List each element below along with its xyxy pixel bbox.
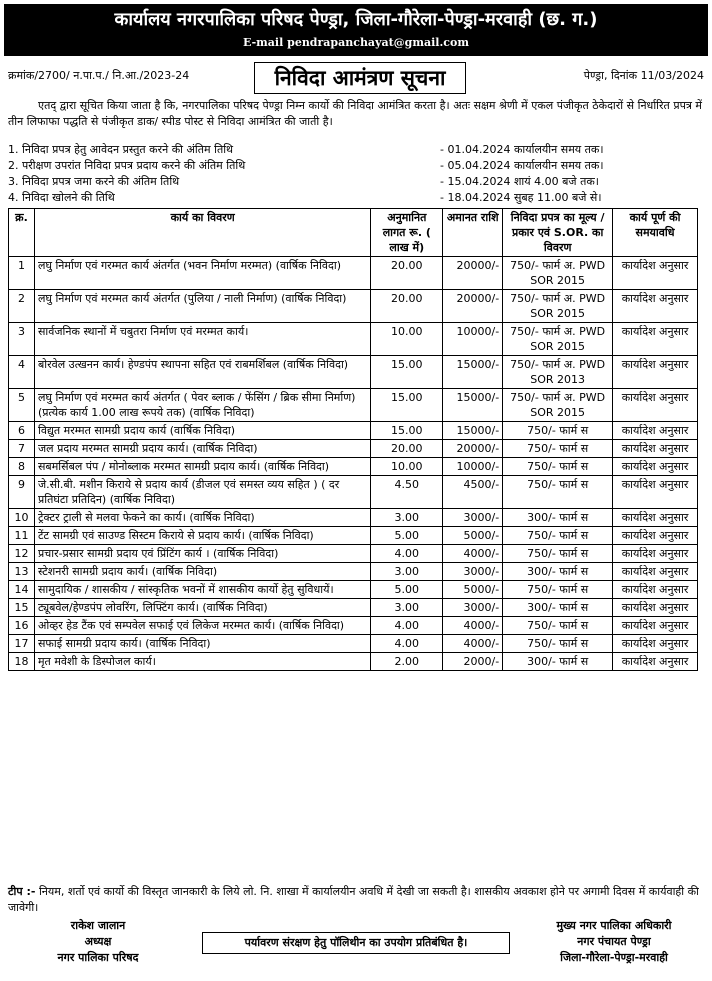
cell-no: 8 [9, 458, 35, 476]
cell-description: जे.सी.बी. मशीन किराये से प्रदाय कार्य (डीजल एवं समस्त व्यय सहित ) ( दर प्रतिघंटा प्रतिदिन) (वार्षिक निविदा) [34, 476, 370, 509]
schedule-value: - 18.04.2024 सुबह 11.00 बजे से। [440, 191, 602, 204]
cell-form: 750/- फार्म अ. PWD SOR 2015 [503, 257, 613, 290]
cell-emd: 3000/- [443, 509, 503, 527]
notice-title: निविदा आमंत्रण सूचना [254, 62, 466, 94]
environment-note: पर्यावरण संरक्षण हेतु पॉलिथीन का उपयोग प्रतिबंधित है। [202, 932, 510, 954]
schedule-list [8, 142, 702, 206]
cell-emd: 4000/- [443, 617, 503, 635]
cell-description: सार्वजनिक स्थानों में चबुतरा निर्माण एवं मरम्मत कार्य। [34, 323, 370, 356]
cell-period: कार्यादेश अनुसार [613, 545, 698, 563]
cell-emd: 15000/- [443, 389, 503, 422]
schedule-label: 3. निविदा प्रपत्र जमा करने की अंतिम तिथि [8, 175, 180, 188]
cell-cost: 15.00 [371, 356, 443, 389]
reference-number: क्रमांक/2700/ न.पा.प./ नि.आ./2023-24 [8, 69, 190, 82]
cell-period: कार्यादेश अनुसार [613, 422, 698, 440]
notice-date: पेण्ड्रा, दिनांक 11/03/2024 [583, 69, 704, 82]
cell-period: कार्यादेश अनुसार [613, 599, 698, 617]
table-row [9, 563, 698, 581]
cell-form: 300/- फार्म स [503, 563, 613, 581]
cell-no: 3 [9, 323, 35, 356]
cell-period: कार्यादेश अनुसार [613, 389, 698, 422]
cell-description: प्रचार-प्रसार सामग्री प्रदाय एवं प्रिंटिंग कार्य । (वार्षिक निविदा) [34, 545, 370, 563]
cell-no: 11 [9, 527, 35, 545]
cell-description: लघु निर्माण एवं गरम्मत कार्य अंतर्गत (भवन निर्माण मरम्मत) (वार्षिक निविदा) [34, 257, 370, 290]
cell-no: 16 [9, 617, 35, 635]
cell-description: स्टेशनरी सामग्री प्रदाय कार्य। (वार्षिक निविदा) [34, 563, 370, 581]
intro-paragraph: एतद् द्वारा सूचित किया जाता है कि, नगरपालिका परिषद पेण्ड्रा निम्न कार्यो की निविदा आमंत्रित करता है। अतः सक्षम श्रेणी में एकल पंजीकृत ठेकेदारों से निर्धारित प्रपत्र में तीन लिफाफा पद्धति से पंजीकृत डाक/ स्पीड पोस्ट से निविदा आमंत्रित की जाती है। [8, 99, 702, 128]
cell-form: 750/- फार्म स [503, 527, 613, 545]
cell-emd: 5000/- [443, 581, 503, 599]
cell-form: 300/- फार्म स [503, 599, 613, 617]
cell-description: टेंट सामग्री एवं साउण्ड सिस्टम किराये से प्रदाय कार्य। (वार्षिक निविदा) [34, 527, 370, 545]
col-header-period: कार्य पूर्ण की समयावधि [613, 209, 698, 257]
schedule-item [8, 142, 702, 158]
office-title: कार्यालय नगरपालिका परिषद पेण्ड्रा, जिला-गौरेला-पेण्ड्रा-मरवाही (छ. ग.) [114, 9, 598, 30]
cell-period: कार्यादेश अनुसार [613, 476, 698, 509]
cell-emd: 2000/- [443, 653, 503, 671]
cell-cost: 20.00 [371, 257, 443, 290]
cell-description: ट्रेक्टर ट्राली से मलवा फेकने का कार्य। (वार्षिक निविदा) [34, 509, 370, 527]
cell-cost: 5.00 [371, 527, 443, 545]
cell-emd: 20000/- [443, 440, 503, 458]
cell-no: 9 [9, 476, 35, 509]
note [8, 884, 702, 916]
schedule-item [8, 190, 702, 206]
cell-cost: 4.50 [371, 476, 443, 509]
cell-no: 4 [9, 356, 35, 389]
cell-form: 750/- फार्म स [503, 617, 613, 635]
cell-form: 750/- फार्म अ. PWD SOR 2015 [503, 389, 613, 422]
cell-cost: 3.00 [371, 563, 443, 581]
cell-period: कार्यादेश अनुसार [613, 653, 698, 671]
cell-no: 5 [9, 389, 35, 422]
signature-cmo [524, 918, 704, 966]
table-row [9, 653, 698, 671]
cell-emd: 15000/- [443, 422, 503, 440]
cell-period: कार्यादेश अनुसार [613, 440, 698, 458]
cell-emd: 20000/- [443, 257, 503, 290]
note-label: टीप :- [8, 885, 36, 898]
cell-cost: 10.00 [371, 458, 443, 476]
signature-chairman [8, 918, 188, 966]
cell-no: 6 [9, 422, 35, 440]
cell-form: 300/- फार्म स [503, 509, 613, 527]
cell-cost: 20.00 [371, 440, 443, 458]
table-row [9, 422, 698, 440]
cell-description: ट्यूबवेल/हेण्डपंप लोवरिंग, लिफ्टिंग कार्य। (वार्षिक निविदा) [34, 599, 370, 617]
cell-cost: 4.00 [371, 635, 443, 653]
cell-description: बोरवेल उत्खनन कार्य। हेण्डपंप स्थापना सहित एवं राबमर्शिबल (वार्षिक निविदा) [34, 356, 370, 389]
cell-cost: 2.00 [371, 653, 443, 671]
schedule-item [8, 174, 702, 190]
cell-no: 18 [9, 653, 35, 671]
table-row [9, 581, 698, 599]
table-row [9, 635, 698, 653]
cell-cost: 3.00 [371, 599, 443, 617]
schedule-value: - 15.04.2024 शायं 4.00 बजे तक। [440, 175, 599, 188]
works-table [8, 208, 698, 671]
table-row [9, 290, 698, 323]
cell-form: 750/- फार्म स [503, 545, 613, 563]
cell-form: 750/- फार्म स [503, 476, 613, 509]
cell-description: मृत मवेशी के डिस्पोजल कार्य। [34, 653, 370, 671]
cell-period: कार्यादेश अनुसार [613, 356, 698, 389]
schedule-item [8, 158, 702, 174]
cell-form: 750/- फार्म अ. PWD SOR 2015 [503, 323, 613, 356]
col-header-no: क्र. [9, 209, 35, 257]
cell-period: कार्यादेश अनुसार [613, 323, 698, 356]
cell-no: 15 [9, 599, 35, 617]
table-row [9, 617, 698, 635]
cell-period: कार्यादेश अनुसार [613, 290, 698, 323]
table-row [9, 257, 698, 290]
cell-form: 750/- फार्म स [503, 440, 613, 458]
schedule-label: 1. निविदा प्रपत्र हेतु आवेदन प्रस्तुत करने की अंतिम तिथि [8, 143, 234, 156]
cell-description: जल प्रदाय मरम्मत सामग्री प्रदाय कार्य। (वार्षिक निविदा) [34, 440, 370, 458]
signatory-designation: अध्यक्ष [84, 935, 112, 948]
note-text: नियम, शर्तो एवं कार्यो की विस्तृत जानकारी के लिये लो. नि. शाखा में कार्यालयीन अवधि में देखी जा सकती है। शासकीय अवकाश होने पर अगामी दिवस में कार्यवाही की जावेगी। [8, 885, 699, 914]
cell-emd: 5000/- [443, 527, 503, 545]
cell-emd: 4000/- [443, 635, 503, 653]
table-header-row [9, 209, 698, 257]
signatory-designation: मुख्य नगर पालिका अधिकारी [556, 919, 672, 932]
cell-no: 2 [9, 290, 35, 323]
office-email: E-mail pendrapanchayat@gmail.com [243, 36, 469, 49]
cell-emd: 4500/- [443, 476, 503, 509]
cell-cost: 3.00 [371, 509, 443, 527]
cell-description: लघु निर्माण एवं मरम्मत कार्य अंतर्गत ( पेवर ब्लाक / फेंसिंग / ब्रिक सीमा निर्माण) (प्रत्येक कार्य 1.00 लाख रूपये तक) (वार्षिक निविदा) [34, 389, 370, 422]
cell-emd: 20000/- [443, 290, 503, 323]
cell-cost: 5.00 [371, 581, 443, 599]
cell-no: 13 [9, 563, 35, 581]
cell-cost: 10.00 [371, 323, 443, 356]
col-header-form: निविदा प्रपत्र का मूल्य / प्रकार एवं S.OR. का विवरण [503, 209, 613, 257]
schedule-value: - 05.04.2024 कार्यालयीन समय तक। [440, 159, 604, 172]
cell-description: लघु निर्माण एवं मरम्मत कार्य अंतर्गत (पुलिया / नाली निर्माण) (वार्षिक निविदा) [34, 290, 370, 323]
cell-description: सामुदायिक / शासकीय / सांस्कृतिक भवनों में शासकीय कार्यो हेतु सुविधायें। [34, 581, 370, 599]
works-table-body [9, 257, 698, 671]
cell-emd: 15000/- [443, 356, 503, 389]
cell-no: 14 [9, 581, 35, 599]
table-row [9, 527, 698, 545]
table-row [9, 389, 698, 422]
cell-cost: 4.00 [371, 617, 443, 635]
cell-no: 7 [9, 440, 35, 458]
cell-description: ओव्हर हेड टैंक एवं सम्पवेल सफाई एवं लिकेज मरम्मत कार्य। (वार्षिक निविदा) [34, 617, 370, 635]
signatory-name: राकेश जालान [70, 919, 126, 932]
table-row [9, 509, 698, 527]
cell-no: 1 [9, 257, 35, 290]
cell-period: कार्यादेश अनुसार [613, 458, 698, 476]
cell-description: सबमर्सिबल पंप / मोनोब्लाक मरम्मत सामग्री प्रदाय कार्य। (वार्षिक निविदा) [34, 458, 370, 476]
table-row [9, 476, 698, 509]
schedule-label: 2. परीक्षण उपरांत निविदा प्रपत्र प्रदाय करने की अंतिम तिथि [8, 159, 246, 172]
cell-cost: 15.00 [371, 422, 443, 440]
table-row [9, 545, 698, 563]
cell-cost: 4.00 [371, 545, 443, 563]
schedule-label: 4. निविदा खोलने की तिथि [8, 191, 115, 204]
table-row [9, 458, 698, 476]
cell-period: कार्यादेश अनुसार [613, 527, 698, 545]
cell-emd: 3000/- [443, 599, 503, 617]
signatory-office: नगर पालिका परिषद [57, 951, 139, 964]
cell-cost: 20.00 [371, 290, 443, 323]
cell-description: सफाई सामग्री प्रदाय कार्य। (वार्षिक निविदा) [34, 635, 370, 653]
cell-period: कार्यादेश अनुसार [613, 581, 698, 599]
cell-emd: 4000/- [443, 545, 503, 563]
cell-form: 750/- फार्म स [503, 581, 613, 599]
cell-period: कार्यादेश अनुसार [613, 617, 698, 635]
cell-form: 300/- फार्म स [503, 653, 613, 671]
cell-no: 12 [9, 545, 35, 563]
col-header-cost: अनुमानित लागत रू. ( लाख में) [371, 209, 443, 257]
cell-form: 750/- फार्म स [503, 635, 613, 653]
table-row [9, 356, 698, 389]
cell-emd: 10000/- [443, 323, 503, 356]
schedule-value: - 01.04.2024 कार्यालयीन समय तक। [440, 143, 604, 156]
signatory-office: नगर पंचायत पेण्ड्रा [577, 935, 651, 948]
signatory-district: जिला-गौरेला-पेण्ड्रा-मरवाही [560, 951, 668, 964]
cell-emd: 3000/- [443, 563, 503, 581]
cell-form: 750/- फार्म अ. PWD SOR 2015 [503, 290, 613, 323]
cell-period: कार्यादेश अनुसार [613, 635, 698, 653]
col-header-emd: अमानत राशि [443, 209, 503, 257]
cell-form: 750/- फार्म स [503, 458, 613, 476]
col-header-description: कार्य का विवरण [34, 209, 370, 257]
cell-form: 750/- फार्म अ. PWD SOR 2013 [503, 356, 613, 389]
office-header [4, 4, 708, 56]
table-row [9, 440, 698, 458]
cell-period: कार्यादेश अनुसार [613, 563, 698, 581]
cell-emd: 10000/- [443, 458, 503, 476]
cell-form: 750/- फार्म स [503, 422, 613, 440]
cell-cost: 15.00 [371, 389, 443, 422]
cell-period: कार्यादेश अनुसार [613, 257, 698, 290]
table-row [9, 599, 698, 617]
cell-no: 17 [9, 635, 35, 653]
cell-period: कार्यादेश अनुसार [613, 509, 698, 527]
cell-no: 10 [9, 509, 35, 527]
cell-description: विद्युत मरम्मत सामग्री प्रदाय कार्य (वार्षिक निविदा) [34, 422, 370, 440]
table-row [9, 323, 698, 356]
reference-row [8, 62, 704, 96]
